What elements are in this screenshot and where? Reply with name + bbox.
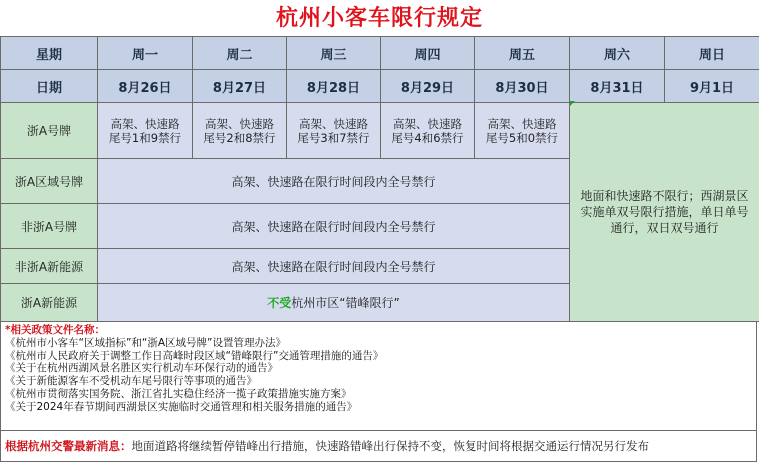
restriction-table	[0, 36, 759, 322]
weekday-label: 星期	[1, 37, 98, 70]
rule-cell: 不受杭州市区“错峰限行”	[98, 284, 570, 322]
weekday-wed: 周三	[287, 37, 381, 70]
row-zhe-a	[1, 103, 759, 159]
row-label: 浙A区域号牌	[1, 159, 98, 204]
policy-item: 《关于在杭州西湖风景名胜区实行机动车环保行动的通告》	[5, 362, 278, 375]
date-fri: 8月30日	[475, 70, 570, 103]
cell-corner-marker	[570, 101, 575, 106]
latest-news	[0, 430, 757, 462]
news-label: 根据杭州交警最新消息：	[5, 439, 132, 453]
weekend-rule: 地面和快速路不限行；西湖景区实施单双号限行措施，单日单号通行，双日双号通行	[570, 103, 759, 322]
row-label: 浙A新能源	[1, 284, 98, 322]
weekday-sat: 周六	[570, 37, 665, 70]
news-text: 地面道路将继续暂停错峰出行措施，快速路错峰出行保持不变，恢复时间将根据交通运行情况另行发布	[131, 439, 649, 453]
policy-item: 《杭州市小客车“区域指标”和“浙A区域号牌”设置管理办法》	[5, 336, 286, 349]
policy-item: 《杭州市贯彻落实国务院、浙江省扎实稳住经济一揽子政策措施实施方案》	[5, 387, 352, 400]
rule-cell: 高架、快速路 尾号5和0禁行	[475, 103, 570, 159]
weekday-fri: 周五	[475, 37, 570, 70]
weekday-row	[1, 37, 759, 70]
rule-cell: 高架、快速路 尾号1和9禁行	[98, 103, 193, 159]
row-label: 非浙A新能源	[1, 249, 98, 284]
date-tue: 8月27日	[193, 70, 287, 103]
policy-heading: *相关政策文件名称：	[5, 324, 105, 336]
date-row	[1, 70, 759, 103]
row-label: 非浙A号牌	[1, 204, 98, 249]
policy-item: 《关于新能源客车不受机动车尾号限行等事项的通告》	[5, 375, 257, 388]
date-thu: 8月29日	[381, 70, 475, 103]
rule-cell: 高架、快速路在限行时间段内全号禁行	[98, 249, 570, 284]
date-sat: 8月31日	[570, 70, 665, 103]
policy-item: 《关于2024年春节期间西湖景区实施临时交通管理和相关服务措施的通告》	[5, 400, 358, 413]
date-label: 日期	[1, 70, 98, 103]
date-wed: 8月28日	[287, 70, 381, 103]
rule-cell: 高架、快速路 尾号3和7禁行	[287, 103, 381, 159]
rule-cell: 高架、快速路在限行时间段内全号禁行	[98, 159, 570, 204]
policy-list	[0, 322, 757, 430]
weekday-sun: 周日	[665, 37, 759, 70]
page-title: 杭州小客车限行规定	[275, 5, 483, 31]
policy-item: 《杭州市人民政府关于调整工作日高峰时段区域“错峰限行”交通管理措施的通告》	[5, 349, 384, 362]
weekday-thu: 周四	[381, 37, 475, 70]
weekday-tue: 周二	[193, 37, 287, 70]
weekday-mon: 周一	[98, 37, 193, 70]
rule-cell: 高架、快速路在限行时间段内全号禁行	[98, 204, 570, 249]
exempt-highlight: 不受	[267, 296, 292, 310]
date-sun: 9月1日	[665, 70, 759, 103]
date-mon: 8月26日	[98, 70, 193, 103]
rule-cell: 高架、快速路 尾号2和8禁行	[193, 103, 287, 159]
row-label: 浙A号牌	[1, 103, 98, 159]
rule-cell: 高架、快速路 尾号4和6禁行	[381, 103, 475, 159]
